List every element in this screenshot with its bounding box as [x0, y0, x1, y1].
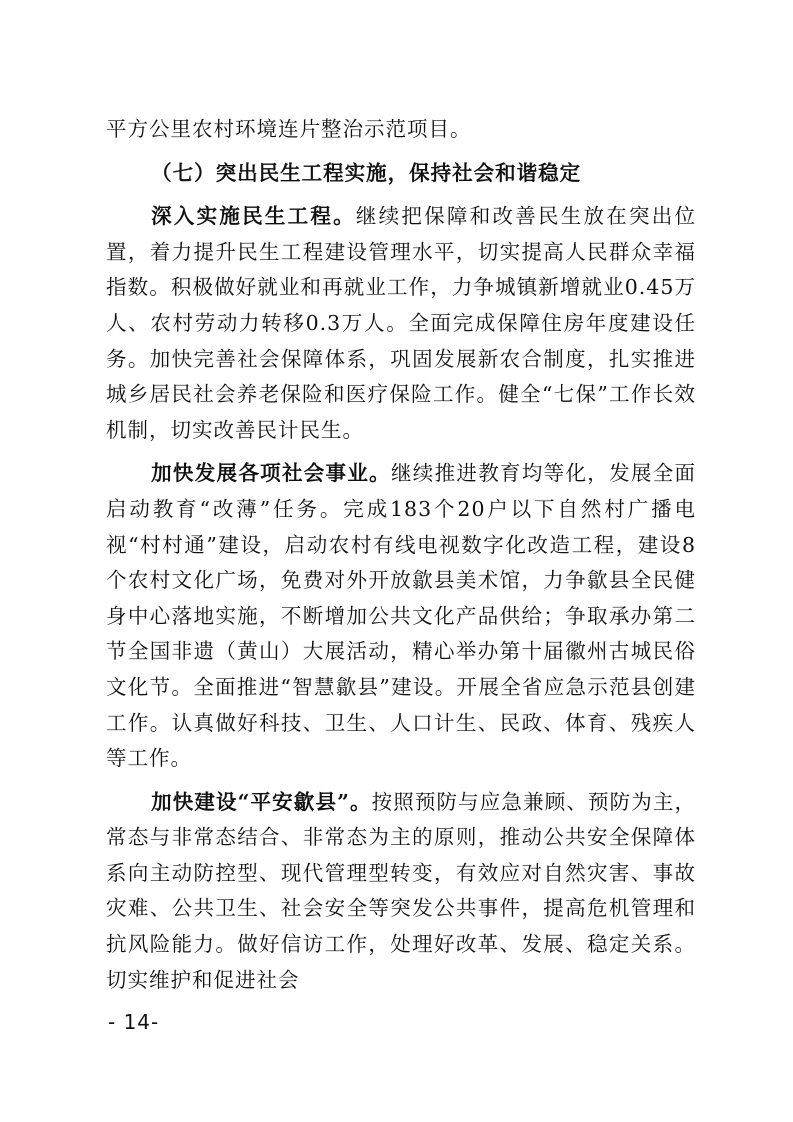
paragraph-body: 按照预防与应急兼顾、预防为主，常态与非常态结合、非常态为主的原则，推动公共安全保障体系向主动防控型、现代管理型转变，有效应对自然灾害、事故灾难、公共卫生、社会安全等突发公共事件，提高危机管理和抗风险能力。做好信访工作，处理好改革、发展、稳定关系。切实维护和促进社会: [106, 789, 696, 992]
paragraph-safe-county: [106, 785, 696, 999]
paragraph-title: 加快建设“平安歙县”。: [151, 789, 372, 814]
paragraph-title: 深入实施民生工程。: [151, 204, 356, 229]
paragraph-continuation: 平方公里农村环境连片整治示范项目。: [106, 117, 472, 141]
paragraph-body: 继续把保障和改善民生放在突出位置，着力提升民生工程建设管理水平，切实提高人民群众幸福指数。积极做好就业和再就业工作，力争城镇新增就业0.45万人、农村劳动力转移0.3万人。全面完成保障住房年度建设任务。加快完善社会保障体系，巩固发展新农合制度，扎实推进城乡居民社会养老保险和医疗保险工作。健全“七保”工作长效机制，切实改善民计民生。: [106, 204, 697, 442]
paragraph-livelihood: [106, 199, 696, 448]
page-number: - 14-: [108, 1010, 160, 1034]
paragraph-social-affairs: [106, 456, 696, 776]
paragraph-body: 继续推进教育均等化，发展全面启动教育“改薄”任务。完成183个20户以下自然村广播电视“村村通”建设，启动农村有线电视数字化改造工程，建设8个农村文化广场，免费对外开放歙县美术馆，力争歙县全民健身中心落地实施，不断增加公共文化产品供给；争取承办第二节全国非遗（黄山）大展活动，精心举办第十届徽州古城民俗文化节。全面推进“智慧歙县”建设。开展全省应急示范县创建工作。认真做好科技、卫生、人口计生、民政、体育、残疾人等工作。: [106, 461, 697, 771]
section-heading: （七）突出民生工程实施，保持社会和谐稳定: [151, 160, 582, 185]
body-text: [106, 112, 696, 998]
paragraph-title: 加快发展各项社会事业。: [151, 461, 391, 486]
